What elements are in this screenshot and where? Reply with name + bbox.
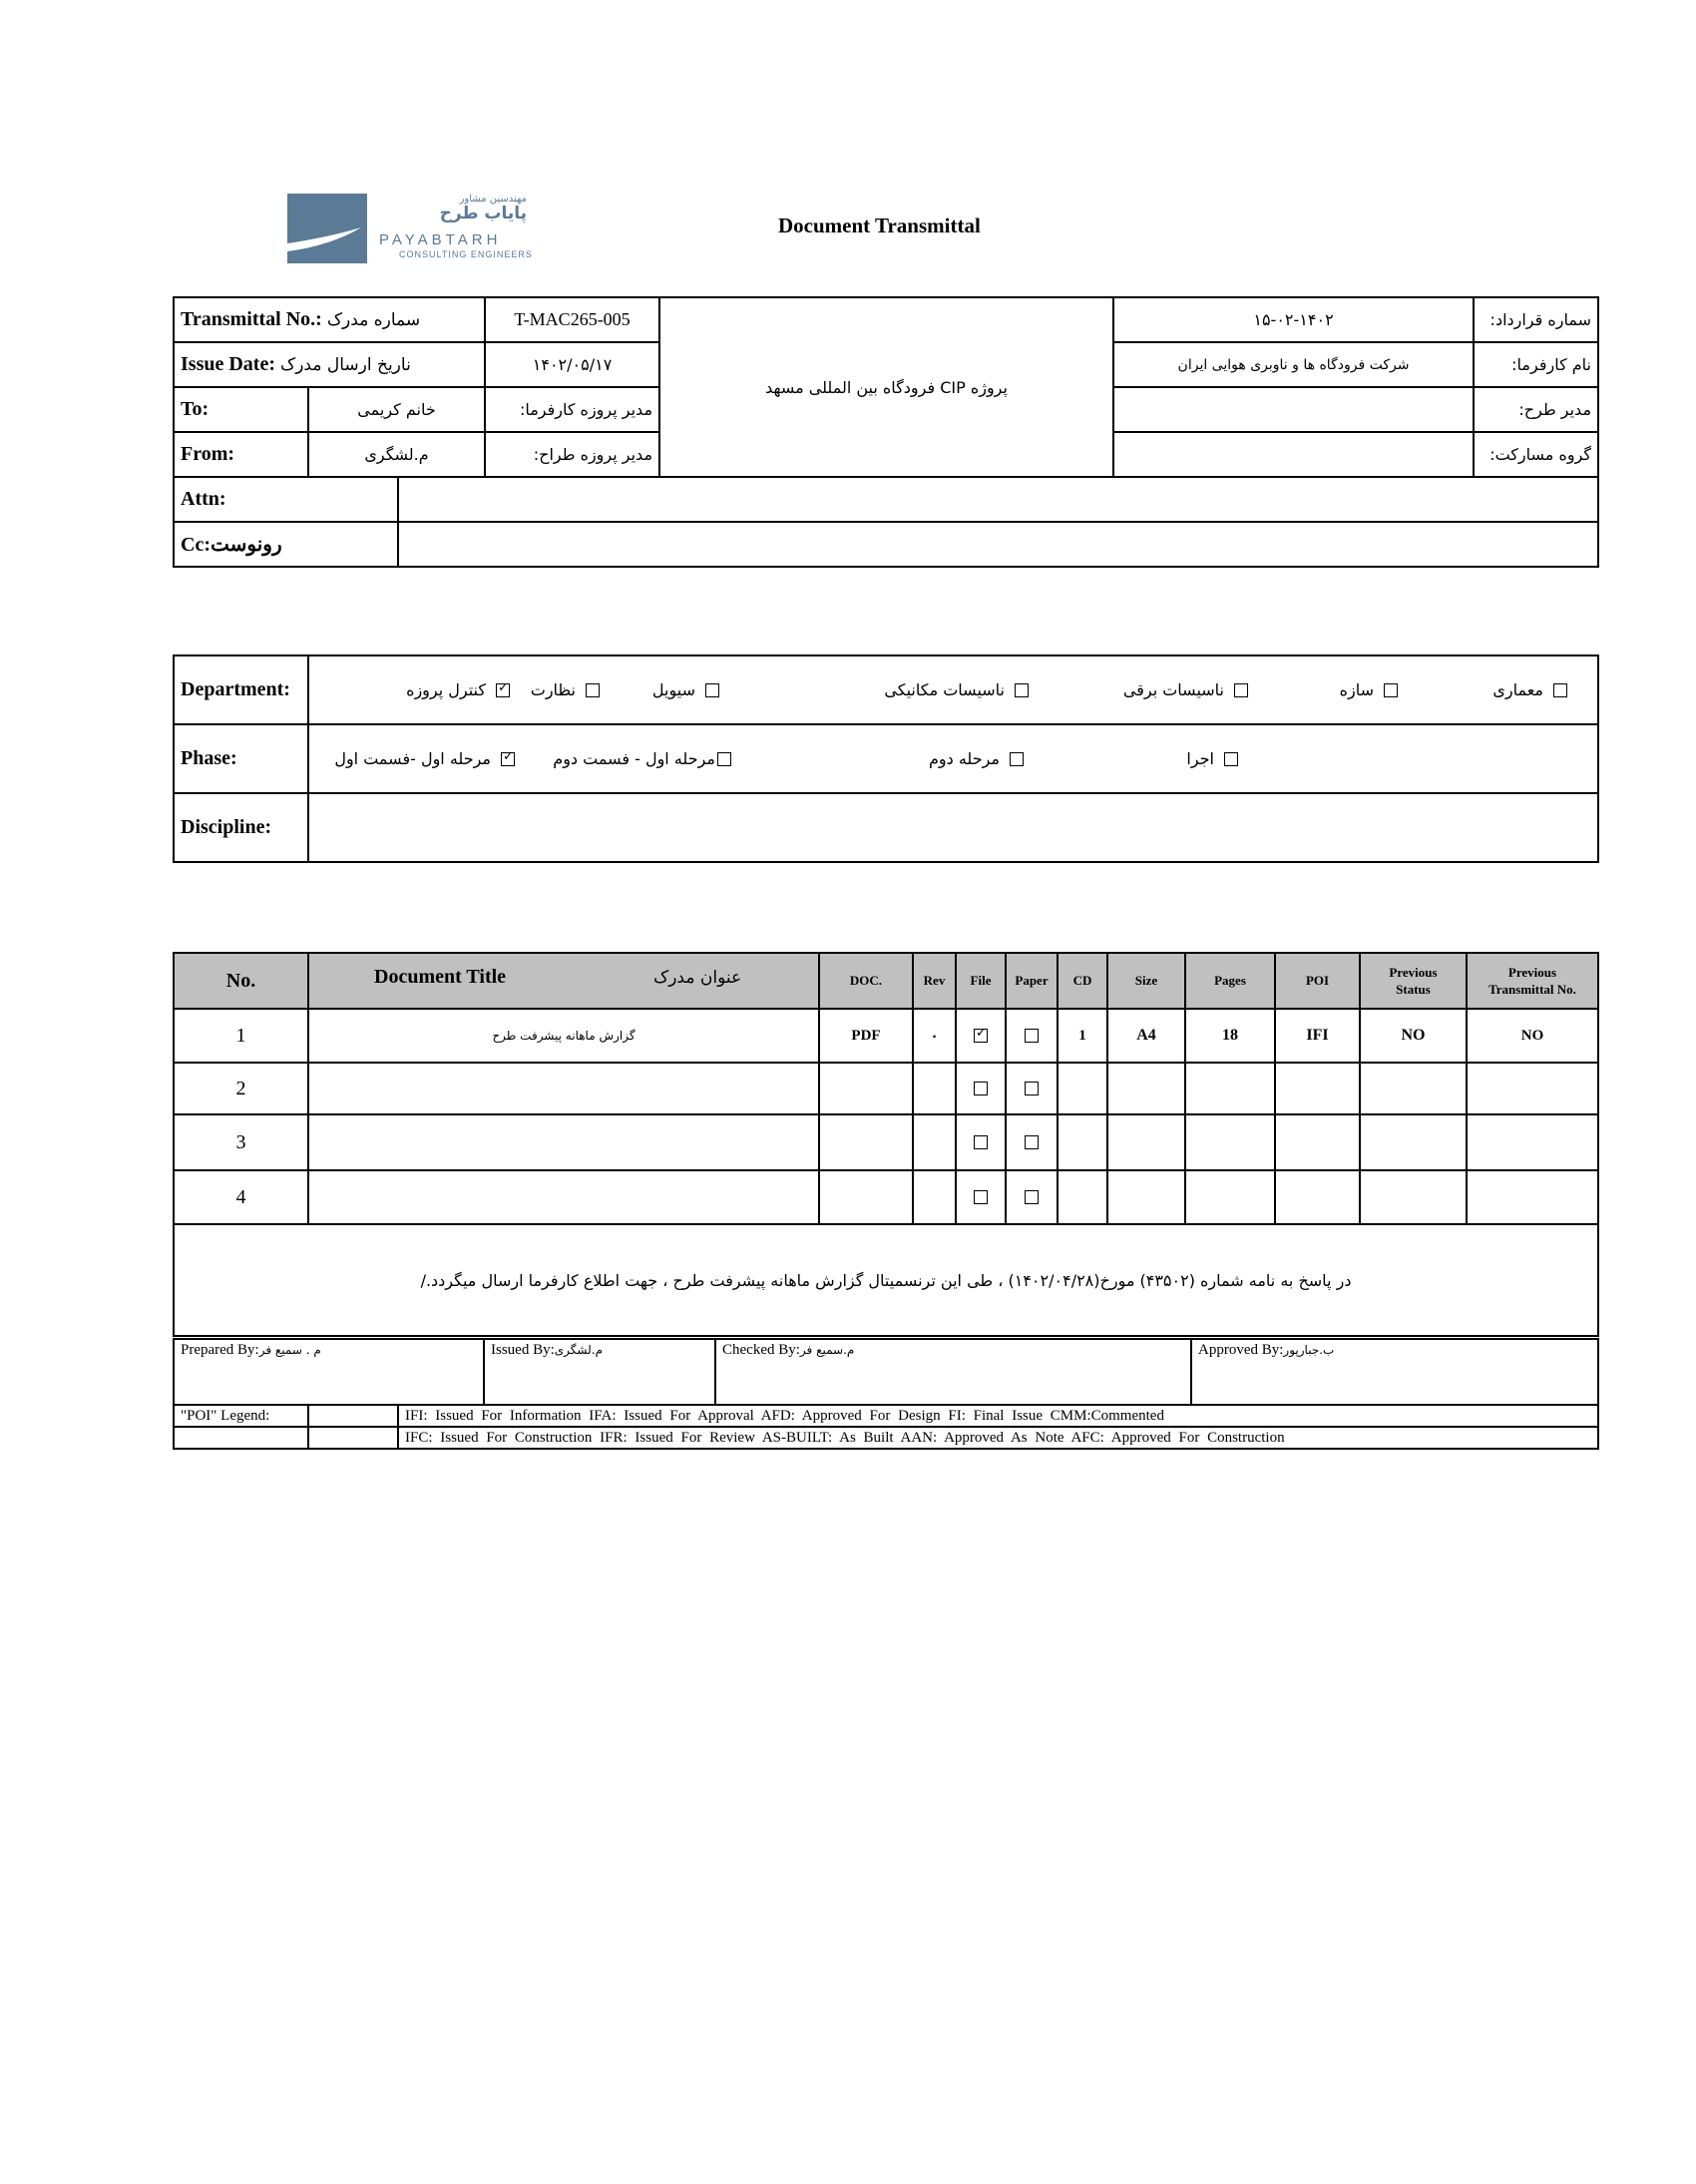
cc-value — [398, 522, 1598, 567]
row-poi — [1275, 1170, 1360, 1224]
col-header-title — [308, 953, 819, 1009]
col-header-rev: Rev — [913, 953, 956, 1009]
col-header-prev-status — [1360, 953, 1467, 1009]
transmittal-no-label-cell — [174, 297, 485, 342]
header-table — [173, 296, 1599, 478]
poi-legend-table — [173, 1404, 1599, 1450]
row-prev-transmittal: NO — [1467, 1009, 1598, 1063]
row-paper — [1006, 1063, 1058, 1114]
poi-legend-label: "POI" Legend: — [174, 1405, 308, 1427]
row-prev-transmittal — [1467, 1170, 1598, 1224]
option-label: سازه — [1339, 680, 1374, 699]
poi-legend-spacer — [308, 1427, 398, 1449]
approved-by-value: ب.جبارپور — [1283, 1343, 1335, 1357]
row-no: 2 — [174, 1063, 308, 1114]
paper-checkbox[interactable] — [1025, 1082, 1039, 1095]
designer-pm-label: مدیر پروزه طراح: — [485, 432, 659, 477]
contract-no-value: ۱۵-۰۲-۱۴۰۲ — [1113, 297, 1474, 342]
col-header-no: No. — [174, 953, 308, 1009]
option-label: ناسیسات مکانیکی — [884, 680, 1005, 699]
paper-checkbox[interactable] — [1025, 1135, 1039, 1149]
col-header-prev-status-line1: Previous — [1389, 965, 1438, 980]
project-name: پروژه CIP فرودگاه بین المللی مسهد — [659, 297, 1113, 477]
checked-by-value: م.سمیع فر — [799, 1343, 855, 1357]
row-file — [956, 1170, 1006, 1224]
phase-option-second-stage[interactable] — [929, 725, 1024, 792]
checkbox-second-stage[interactable] — [1010, 752, 1024, 766]
row-poi: IFI — [1275, 1009, 1360, 1063]
poi-legend-empty — [174, 1427, 308, 1449]
option-label: مرحله اول - فسمت دوم — [553, 749, 715, 768]
to-value: خانم کریمی — [308, 387, 485, 432]
row-size — [1107, 1114, 1185, 1170]
checkbox-civil[interactable] — [705, 683, 719, 697]
prepared-by-value: م . سمیع فر — [258, 1343, 321, 1357]
row-rev — [913, 1170, 956, 1224]
approved-by-cell — [1191, 1339, 1598, 1405]
col-header-prev-transmittal-line2: Transmittal No. — [1488, 982, 1576, 997]
attn-label: Attn: — [174, 477, 398, 522]
row-cd: 1 — [1058, 1009, 1107, 1063]
from-label: From: — [174, 432, 308, 477]
row-pages — [1185, 1114, 1275, 1170]
phase-label: Phase: — [174, 724, 308, 793]
checkbox-stage1-part1[interactable] — [501, 752, 515, 766]
row-title — [308, 1114, 819, 1170]
row-doc — [819, 1170, 913, 1224]
logo-latin-name: PAYABTARH — [379, 231, 502, 248]
row-title: گزارش ماهانه پیشرفت طرح — [308, 1009, 819, 1063]
row-prev-transmittal — [1467, 1114, 1598, 1170]
poi-legend-line2: IFC: Issued For Construction IFR: Issued For Review AS-BUILT: As Built AAN: Approved As Note AFC: Approved For Construction — [398, 1427, 1598, 1449]
phase-option-execution[interactable] — [1186, 725, 1238, 792]
row-rev — [913, 1063, 956, 1114]
department-options — [308, 655, 1598, 724]
row-title — [308, 1063, 819, 1114]
paper-checkbox[interactable] — [1025, 1190, 1039, 1204]
col-header-prev-transmittal-line1: Previous — [1507, 965, 1557, 980]
checkbox-architecture[interactable] — [1553, 683, 1567, 697]
logo-latin-sub: CONSULTING ENGINEERS — [399, 249, 533, 259]
issued-by-cell — [484, 1339, 715, 1405]
prepared-by-label: Prepared By: — [181, 1342, 259, 1358]
designer-manager-label: مدیر طرح: — [1474, 387, 1598, 432]
logo-persian-name: پایاب طرح — [439, 204, 527, 223]
transmittal-no-label-fa: سماره مدرک — [326, 310, 421, 330]
cc-label: Cc:رونوست — [174, 522, 398, 567]
client-pm-label: مدیر پروزه کارفرما: — [485, 387, 659, 432]
department-option-structure[interactable] — [1340, 656, 1398, 723]
approved-by-label: Approved By: — [1198, 1342, 1284, 1358]
department-label: Department: — [174, 655, 308, 724]
checkbox-execution[interactable] — [1224, 752, 1238, 766]
col-header-size: Size — [1107, 953, 1185, 1009]
checkbox-structure[interactable] — [1384, 683, 1398, 697]
option-label: ناسیسات برقی — [1122, 680, 1224, 699]
checkbox-mechanical[interactable] — [1015, 683, 1029, 697]
transmittal-no-label: Transmittal No.: — [181, 308, 322, 330]
row-prev-status — [1360, 1063, 1467, 1114]
phase-option-stage1-part1[interactable] — [334, 725, 515, 792]
row-poi — [1275, 1114, 1360, 1170]
row-cd — [1058, 1063, 1107, 1114]
row-cd — [1058, 1114, 1107, 1170]
col-header-title-fa: عنوان مدرک — [653, 968, 742, 988]
col-header-paper: Paper — [1006, 953, 1058, 1009]
row-poi — [1275, 1063, 1360, 1114]
option-label: معماری — [1492, 680, 1543, 699]
row-doc — [819, 1063, 913, 1114]
row-prev-status — [1360, 1114, 1467, 1170]
row-file — [956, 1009, 1006, 1063]
table-row — [174, 1114, 1598, 1170]
col-header-title-en: Document Title — [374, 966, 507, 988]
phase-option-stage1-part2[interactable] — [553, 725, 731, 792]
discipline-value — [308, 793, 1598, 862]
poi-legend-spacer — [308, 1405, 398, 1427]
row-prev-transmittal — [1467, 1063, 1598, 1114]
file-checkbox[interactable] — [974, 1082, 988, 1095]
poi-legend-line1: IFI: Issued For Information IFA: Issued For Approval AFD: Approved For Design FI: Final Issue CMM:Commented — [398, 1405, 1598, 1427]
row-rev — [913, 1114, 956, 1170]
file-checkbox[interactable] — [974, 1135, 988, 1149]
department-option-architecture[interactable] — [1492, 656, 1567, 723]
option-label: مرحله دوم — [928, 749, 1000, 768]
partner-group-value — [1113, 432, 1474, 477]
department-option-electrical[interactable] — [1123, 656, 1248, 723]
issue-date-value: ۱۴۰۲/۰۵/۱۷ — [485, 342, 659, 387]
row-rev: ۰ — [913, 1009, 956, 1063]
department-option-supervision[interactable] — [531, 656, 600, 723]
row-pages: 18 — [1185, 1009, 1275, 1063]
logo-mark-icon — [287, 194, 367, 263]
row-paper — [1006, 1114, 1058, 1170]
row-file — [956, 1114, 1006, 1170]
col-header-poi: POI — [1275, 953, 1360, 1009]
department-option-civil[interactable] — [652, 656, 719, 723]
page-title: Document Transmittal — [778, 214, 981, 237]
col-header-prev-status-line2: Status — [1396, 982, 1431, 997]
issued-by-label: Issued By: — [491, 1342, 555, 1358]
transmittal-note: در پاسخ به نامه شماره (۴۳۵۰۲) مورخ(۱۴۰۲/۰۴/۲۸) ، طی این ترنسمیتال گزارش ماهانه پیشرفت طرح ، جهت اطلاع کارفرما ارسال میگردد./ — [174, 1224, 1598, 1336]
attn-value — [398, 477, 1598, 522]
checkbox-electrical[interactable] — [1234, 683, 1248, 697]
option-label: سیویل — [651, 680, 695, 699]
row-paper — [1006, 1170, 1058, 1224]
row-file — [956, 1063, 1006, 1114]
department-option-mechanical[interactable] — [884, 656, 1029, 723]
signature-table — [173, 1338, 1599, 1406]
option-label: نظارت — [530, 680, 576, 699]
to-label: To: — [174, 387, 308, 432]
checked-by-cell — [715, 1339, 1191, 1405]
row-doc — [819, 1114, 913, 1170]
issue-date-label: Issue Date: — [181, 353, 275, 375]
department-option-project-control[interactable] — [406, 656, 510, 723]
company-logo — [287, 194, 537, 265]
option-label: اجرا — [1186, 749, 1214, 768]
paper-checkbox[interactable] — [1025, 1029, 1039, 1043]
attn-cc-table — [173, 476, 1599, 568]
checkbox-project-control[interactable] — [496, 683, 510, 697]
document-rows — [174, 1009, 1598, 1224]
from-value: م.لشگری — [308, 432, 485, 477]
checked-by-label: Checked By: — [722, 1342, 800, 1358]
file-checkbox[interactable] — [974, 1190, 988, 1204]
document-table — [173, 952, 1599, 1337]
row-pages — [1185, 1063, 1275, 1114]
col-header-doc: DOC. — [819, 953, 913, 1009]
row-prev-status: NO — [1360, 1009, 1467, 1063]
prepared-by-cell — [174, 1339, 484, 1405]
issue-date-label-fa: ناریخ ارسال مدرک — [280, 355, 411, 375]
table-row — [174, 1170, 1598, 1224]
row-title — [308, 1170, 819, 1224]
table-row — [174, 1063, 1598, 1114]
col-header-prev-transmittal — [1467, 953, 1598, 1009]
file-checkbox[interactable] — [974, 1029, 988, 1043]
row-size: A4 — [1107, 1009, 1185, 1063]
checkbox-supervision[interactable] — [586, 683, 600, 697]
table-row — [174, 1009, 1598, 1063]
partner-group-label: گروه مسارکت: — [1474, 432, 1598, 477]
col-header-file: File — [956, 953, 1006, 1009]
row-doc: PDF — [819, 1009, 913, 1063]
phase-options — [308, 724, 1598, 793]
classification-table — [173, 655, 1599, 863]
contract-no-label: سماره قرارداد: — [1474, 297, 1598, 342]
logo-persian-small: مهندسین مشاور — [459, 194, 527, 205]
client-name-label: نام کارفرما: — [1474, 342, 1598, 387]
row-no: 3 — [174, 1114, 308, 1170]
row-cd — [1058, 1170, 1107, 1224]
col-header-cd: CD — [1058, 953, 1107, 1009]
issued-by-value: م.لشگری — [554, 1343, 603, 1357]
transmittal-no-value: T-MAC265-005 — [485, 297, 659, 342]
row-no: 4 — [174, 1170, 308, 1224]
discipline-label: Discipline: — [174, 793, 308, 862]
col-header-pages: Pages — [1185, 953, 1275, 1009]
row-paper — [1006, 1009, 1058, 1063]
option-label: مرحله اول -فسمت اول — [334, 749, 491, 768]
row-no: 1 — [174, 1009, 308, 1063]
checkbox-stage1-part2[interactable] — [717, 752, 731, 766]
issue-date-label-cell — [174, 342, 485, 387]
row-pages — [1185, 1170, 1275, 1224]
option-label: کنترل پروزه — [406, 680, 486, 699]
row-prev-status — [1360, 1170, 1467, 1224]
row-size — [1107, 1063, 1185, 1114]
client-name-value: شرکت فرودگاه ها و ناوبری هوایی ایران — [1113, 342, 1474, 387]
designer-manager-value — [1113, 387, 1474, 432]
row-size — [1107, 1170, 1185, 1224]
